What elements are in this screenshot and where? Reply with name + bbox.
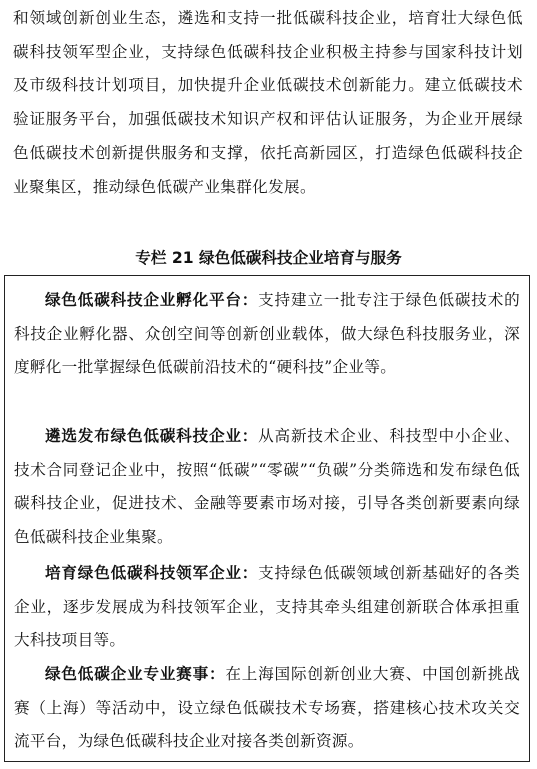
box-item-lead: 绿色低碳企业专业赛事： (45, 665, 226, 683)
box-item-leading-enterprises (14, 557, 520, 658)
box-item-lead: 绿色低碳科技企业孵化平台： (45, 291, 259, 309)
feature-box (4, 275, 530, 762)
box-item-text: 在上海国际创新创业大赛、中国创新挑战赛（上海）等活动中，设立绿色低碳技术专场赛，搭建核心技术攻关交流平台，为绿色低碳科技企业对接各类创新资源。 (14, 665, 520, 750)
box-item-text: 支持建立一批专注于绿色低碳技术的科技企业孵化器、众创空间等创新创业载体，做大绿色科技服务业，深度孵化一批掌握绿色低碳前沿技术的“硬科技”企业等。 (14, 291, 520, 376)
box-item-competitions (14, 658, 520, 759)
box-item-select-publish (14, 420, 520, 554)
box-item-text: 支持绿色低碳领域创新基础好的各类企业，逐步发展成为科技领军企业，支持其牵头组建创新联合体承担重大科技项目等。 (14, 564, 520, 649)
intro-paragraph: 和领域创新创业生态，遴选和支持一批低碳科技企业，培育壮大绿色低碳科技领军型企业，支持绿色低碳科技企业积极主持参与国家科技计划及市级科技计划项目，加快提升企业低碳技术创新能力。建立低碳技术验证服务平台，加强低碳技术知识产权和评估认证服务，为企业开展绿色低碳技术创新提供服务和支撑，依托高新园区，打造绿色低碳科技企业聚集区，推动绿色低碳产业集群化发展。 (13, 9, 523, 196)
box-item-incubation-platform (14, 284, 520, 385)
box-item-lead: 培育绿色低碳科技领军企业： (45, 564, 259, 582)
box-item-text: 从高新技术企业、科技型中小企业、技术合同登记企业中，按照“低碳”“零碳”“负碳”分类筛选和发布绿色低碳科技企业，促进技术、金融等要素市场对接，引导各类创新要素向绿色低碳科技企业集聚。 (14, 427, 520, 546)
box-item-lead: 遴选发布绿色低碳科技企业： (45, 427, 259, 445)
box-title: 专栏 21 绿色低碳科技企业培育与服务 (135, 249, 402, 267)
